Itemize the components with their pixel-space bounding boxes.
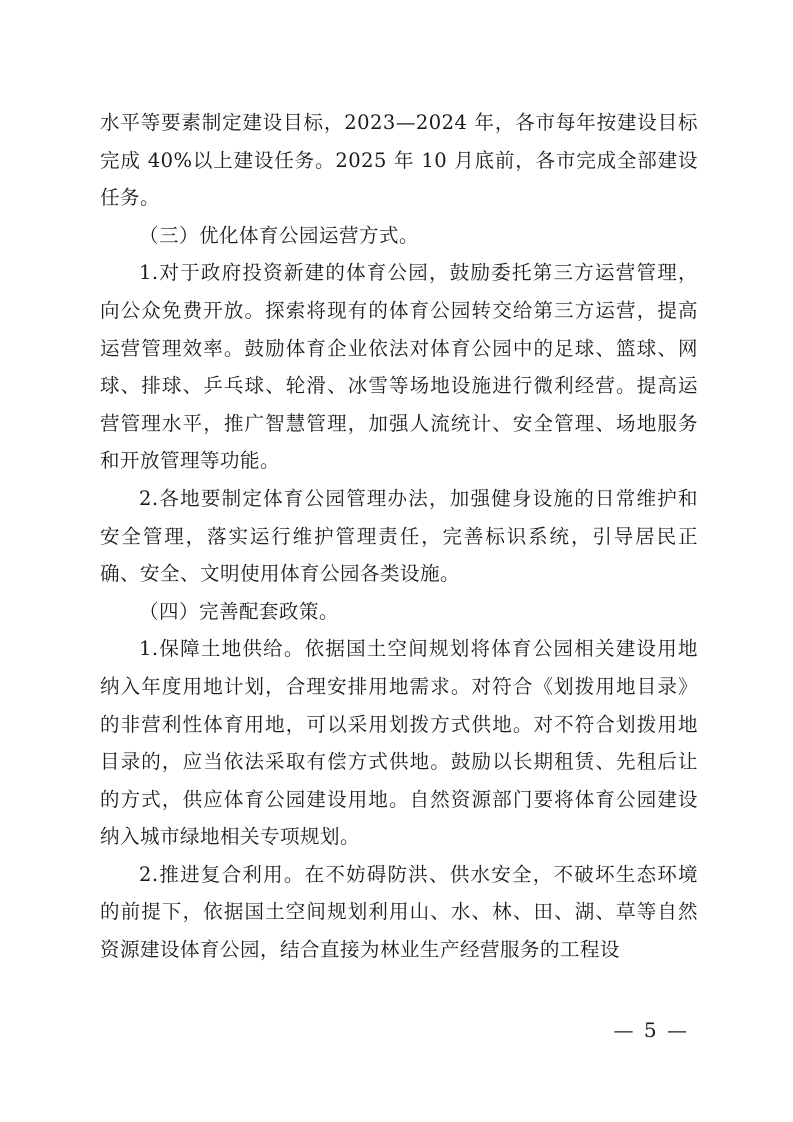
document-body [100,104,698,969]
paragraph-operation-1: 1.对于政府投资新建的体育公园，鼓励委托第三方运营管理，向公众免费开放。探索将现有的体育公园转交给第三方运营，提高运营管理效率。鼓励体育企业依法对体育公园中的足球、篮球、网球、排球、乒乓球、轮滑、冰雪等场地设施进行微利经营。提高运营管理水平，推广智慧管理，加强人流统计、安全管理、场地服务和开放管理等功能。 [100,261,698,473]
section-heading-3: （三）优化体育公园运营方式。 [139,223,420,247]
paragraph-operation-2: 2.各地要制定体育公园管理办法，加强健身设施的日常维护和安全管理，落实运行维护管理责任，完善标识系统，引导居民正确、安全、文明使用体育公园各类设施。 [100,486,698,586]
page-number: — 5 — [613,1018,689,1042]
paragraph-continuation: 水平等要素制定建设目标，2023—2024 年，各市每年按建设目标完成 40%以上建设任务。2025 年 10 月底前，各市完成全部建设任务。 [100,111,698,210]
paragraph-policy-1: 1.保障土地供给。依据国土空间规划将体育公园相关建设用地纳入年度用地计划，合理安排用地需求。对符合《划拨用地目录》的非营利性体育用地，可以采用划拨方式供地。对不符合划拨用地目录的，应当依法采取有偿方式供地。鼓励以长期租赁、先租后让的方式，供应体育公园建设用地。自然资源部门要将体育公园建设纳入城市绿地相关专项规划。 [100,637,698,849]
section-heading-4: （四）完善配套政策。 [139,599,340,623]
paragraph-policy-2: 2.推进复合利用。在不妨碍防洪、供水安全，不破坏生态环境的前提下，依据国土空间规划利用山、水、林、田、湖、草等自然资源建设体育公园，结合直接为林业生产经营服务的工程设 [100,862,698,962]
